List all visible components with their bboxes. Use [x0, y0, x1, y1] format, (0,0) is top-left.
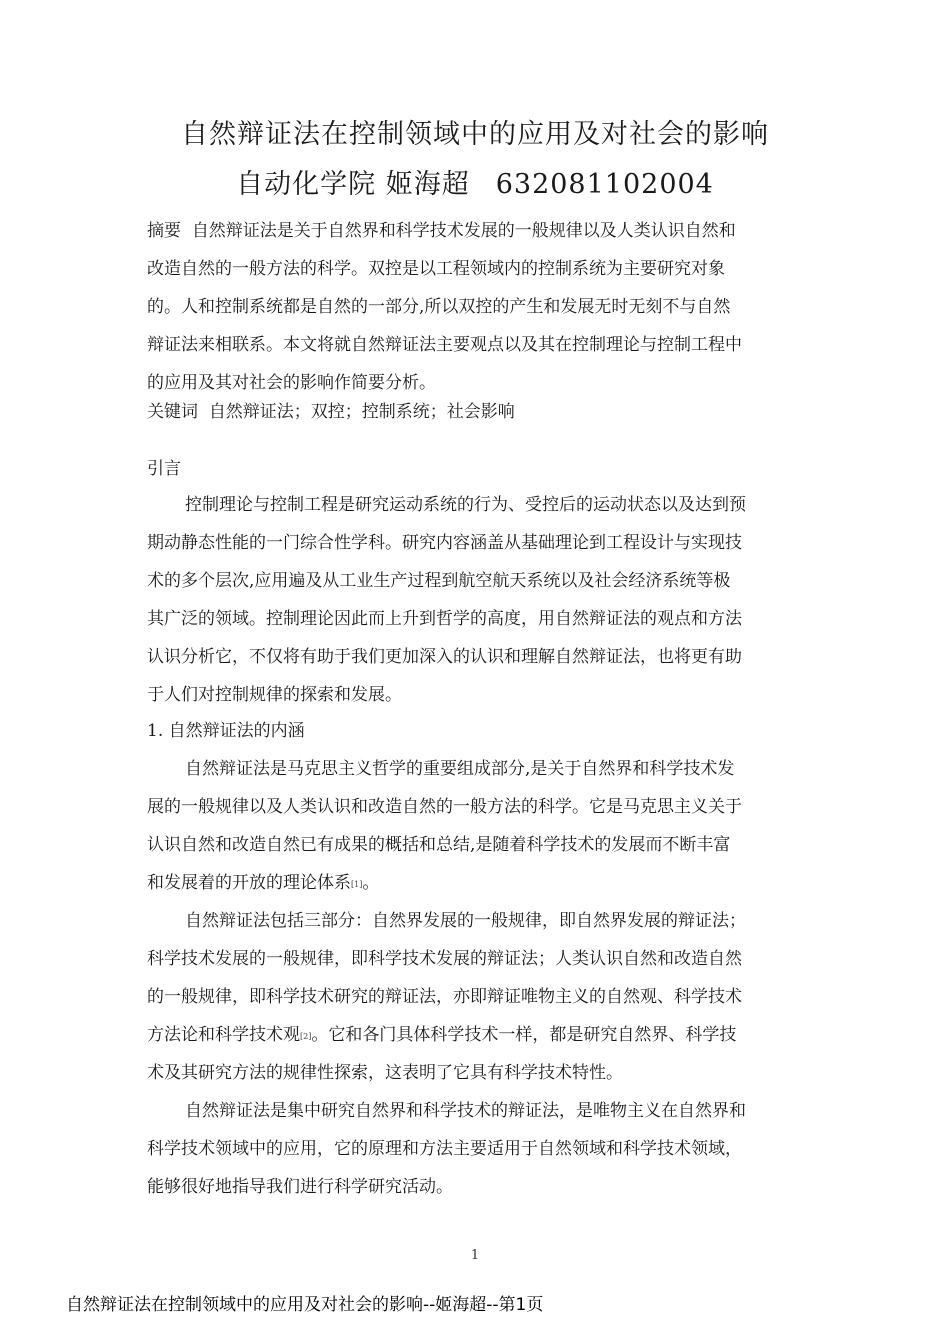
document-title: 自然辩证法在控制领域中的应用及对社会的影响 — [181, 119, 769, 150]
paragraph-line: 认识自然和改造自然已有成果的概括和总结,是随着科学技术的发展而不断丰富 — [147, 835, 731, 855]
intro-line: 术的多个层次,应用遍及从工业生产过程到航空航天系统以及社会经济系统等极 — [147, 571, 731, 591]
intro-heading: 引言 — [147, 459, 181, 479]
author-line — [0, 162, 950, 201]
intro-line: 期动静态性能的一门综合性学科。研究内容涵盖从基础理论到工程设计与实现技 — [147, 533, 742, 553]
page-number: 1 — [470, 1248, 480, 1263]
paragraph-line: 展的一般规律以及人类认识和改造自然的一般方法的科学。它是马克思主义关于 — [147, 797, 742, 817]
student-id: 632081102004 — [495, 169, 714, 200]
keywords-value: 自然辩证法；双控；控制系统；社会影响 — [208, 402, 515, 422]
paragraph-line: 术及其研究方法的规律性探索，这表明了它具有科学技术特性。 — [147, 1063, 623, 1083]
intro-line: 控制理论与控制工程是研究运动系统的行为、受控后的运动状态以及达到预 — [185, 495, 746, 515]
paragraph-line: 能够很好地指导我们进行科学研究活动。 — [147, 1177, 453, 1197]
keywords-label: 关键词 — [147, 402, 198, 422]
abstract-label: 摘要 — [147, 221, 181, 241]
intro-line: 认识分析它，不仅将有助于我们更加深入的认识和理解自然辩证法，也将更有助 — [147, 647, 742, 667]
abstract-line: 辩证法来相联系。本文将就自然辩证法主要观点以及其在控制理论与控制工程中 — [147, 335, 742, 355]
keywords-line — [147, 400, 515, 424]
citation-ref: [1] — [351, 880, 363, 889]
paragraph-line: 和发展着的开放的理论体系[1]。 — [147, 873, 380, 893]
abstract-line: 摘要 自然辩证法是关于自然界和科学技术发展的一般规律以及人类认识自然和 — [147, 221, 736, 241]
paragraph-line: 自然辩证法包括三部分：自然界发展的一般规律，即自然界发展的辩证法； — [185, 911, 746, 931]
paragraph-line: 科学技术领域中的应用，它的原理和方法主要适用于自然领域和科学技术领域， — [147, 1139, 742, 1159]
intro-line: 其广泛的领域。控制理论因此而上升到哲学的高度，用自然辩证法的观点和方法 — [147, 609, 742, 629]
abstract-line: 的。人和控制系统都是自然的一部分,所以双控的产生和发展无时无刻不与自然 — [147, 297, 731, 317]
citation-ref: [2] — [300, 1032, 312, 1041]
school-name: 自动化学院 — [236, 169, 377, 200]
abstract-line: 的应用及其对社会的影响作简要分析。 — [147, 373, 436, 393]
paragraph-line: 方法论和科学技术观[2]。它和各门具体科学技术一样，都是研究自然界、科学技 — [147, 1025, 737, 1045]
author-name: 姬海超 — [385, 169, 470, 200]
paragraph-line: 科学技术发展的一般规律，即科学技术发展的辩证法；人类认识自然和改造自然 — [147, 949, 742, 969]
paragraph-line: 自然辩证法是马克思主义哲学的重要组成部分,是关于自然界和科学技术发 — [185, 759, 735, 779]
page-footer: 自然辩证法在控制领域中的应用及对社会的影响--姬海超--第1页 — [66, 1295, 544, 1315]
section-heading: 1. 自然辩证法的内涵 — [147, 721, 305, 741]
paragraph-line: 自然辩证法是集中研究自然界和科学技术的辩证法，是唯物主义在自然界和 — [185, 1101, 746, 1121]
abstract-line: 改造自然的一般方法的科学。双控是以工程领域内的控制系统为主要研究对象 — [147, 259, 725, 279]
paragraph-line: 的一般规律，即科学技术研究的辩证法，亦即辩证唯物主义的自然观、科学技术 — [147, 987, 742, 1007]
intro-line: 于人们对控制规律的探索和发展。 — [147, 685, 402, 705]
